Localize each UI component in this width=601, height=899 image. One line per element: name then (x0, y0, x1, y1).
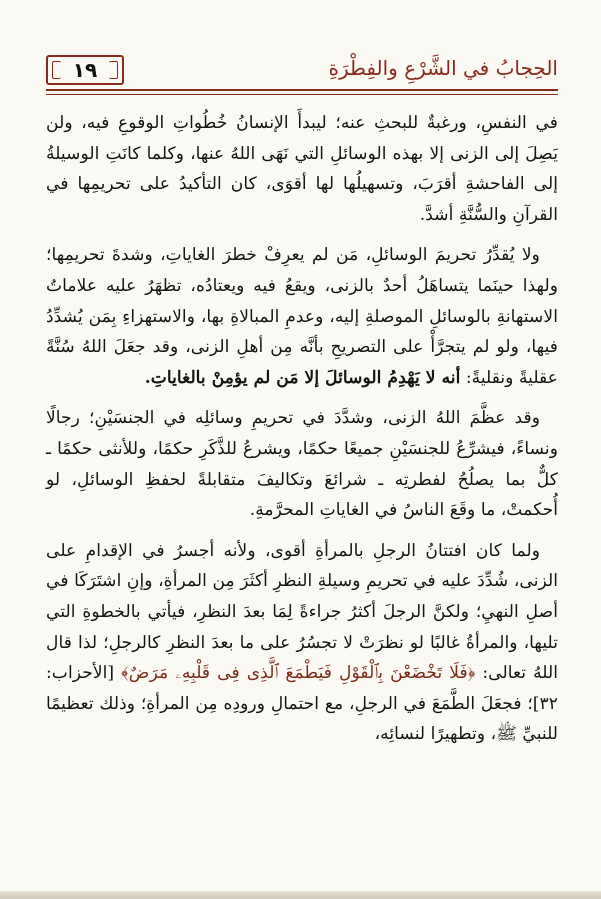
quran-verse: ﴿فَلَا تَخْضَعْنَ بِٱلْقَوْلِ فَيَطْمَعَ ٱلَّذِى فِى قَلْبِهِۦ مَرَضٌ﴾ (121, 663, 476, 684)
header-rule (46, 89, 558, 91)
page-number: ١٩ (72, 58, 98, 82)
paragraph-text: ولا يُقدِّرُ تحريمَ الوسائلِ، مَن لم يعرِفْ خطرَ الغاياتِ، وشدةَ تحريمِها؛ ولهذا حينَما يتساهَلُ أحدٌ بالزنى، ويقعُ فيه ويعتادُه، تظهَرُ عليه علاماتُ الاستهانةِ بالوسائلِ الموصلةِ إليه، وعدمِ المبالاةِ بها، والاستهزاءِ بِمَن يُشدِّدُ فيها، ولو لم يتجرَّأْ على التصريحِ بأنَّه مِن أهلِ الزنى، وقد جعَلَ اللهُ سُنَّةً عقليةً ونقليةً: (46, 245, 558, 388)
header-rule-thin (46, 94, 558, 95)
running-title: الحِجابُ في الشَّرْعِ والفِطْرَةِ (328, 56, 558, 80)
page-header (46, 52, 558, 98)
paragraph-4 (46, 536, 558, 750)
emphasized-rule: أنه لا يَهْدِمُ الوسائلَ إلا مَن لم يؤمِنْ بالغاياتِ. (144, 367, 461, 388)
page-number-frame (46, 55, 124, 85)
page-bottom-edge (0, 891, 601, 899)
paragraph-text: في النفسِ، ورغبةٌ للبحثِ عنه؛ ليبدأَ الإنسانُ خُطُواتِ الوقوعِ فيه، ولن يَصِلَ إلى الزنى إلا بهذه الوسائلِ التي نَهَى اللهُ عنها، وكلما كانَتِ الوسيلةُ إلى الفاحشةِ أقرَبَ، وتسهيلُها لها أقوَى، كان التأكيدُ على تحريمِها في القرآنِ والسُّنَّةِ أشدَّ. (46, 113, 558, 225)
paragraph-3 (46, 403, 558, 525)
paragraph-text: ولما كان افتتانُ الرجلِ بالمرأةِ أقوى، ولأنه أجسرُ في الإقدامِ على الزنى، شُدِّدَ عليه في تحريمِ وسيلةِ النظرِ أكثَرَ مِن المرأةِ، وإنِ اشتَرَكَا في أصلِ النهيِ؛ ولكنَّ الرجلَ أكثرُ جراءةً لِمَا بعدَ النظرِ، فيأتي بالخطوةِ التي تليها، والمرأةُ غالبًا لو نظرَتْ لا تجسُرُ على ما بعدَ النظرِ كالرجلِ؛ لذا قال اللهُ تعالى: (46, 540, 559, 684)
paragraph-text-continued: [الأحزاب: ٣٢]؛ فجعَلَ الطَّمَعَ في الرجلِ، مع احتمالِ ورودِه مِن المرأةِ؛ وذلك تعظيمًا للنبيِّ ﷺ، وتطهيرًا لنسائِه، (46, 663, 558, 745)
page-body (46, 108, 558, 760)
paragraph-2 (46, 240, 558, 393)
paragraph-1 (46, 108, 558, 230)
paragraph-text: وقد عظَّمَ اللهُ الزنى، وشدَّدَ في تحريمِ وسائلِه في الجنسَيْنِ؛ رجالًا ونساءً، فيشرِّعُ للجنسَيْنِ جميعًا حكمًا، ويشرعُ للذَّكَرِ حكمًا، وللأنثى حكمًا ـ كلٌّ بما يصلُحُ لفطرتِه ـ شرائعَ وتكاليفَ متقابلةً لحفظِ الوسائلِ، لو أُحكمتْ، ما وقَعَ الناسُ في الغاياتِ المحرَّمةِ. (46, 408, 558, 521)
